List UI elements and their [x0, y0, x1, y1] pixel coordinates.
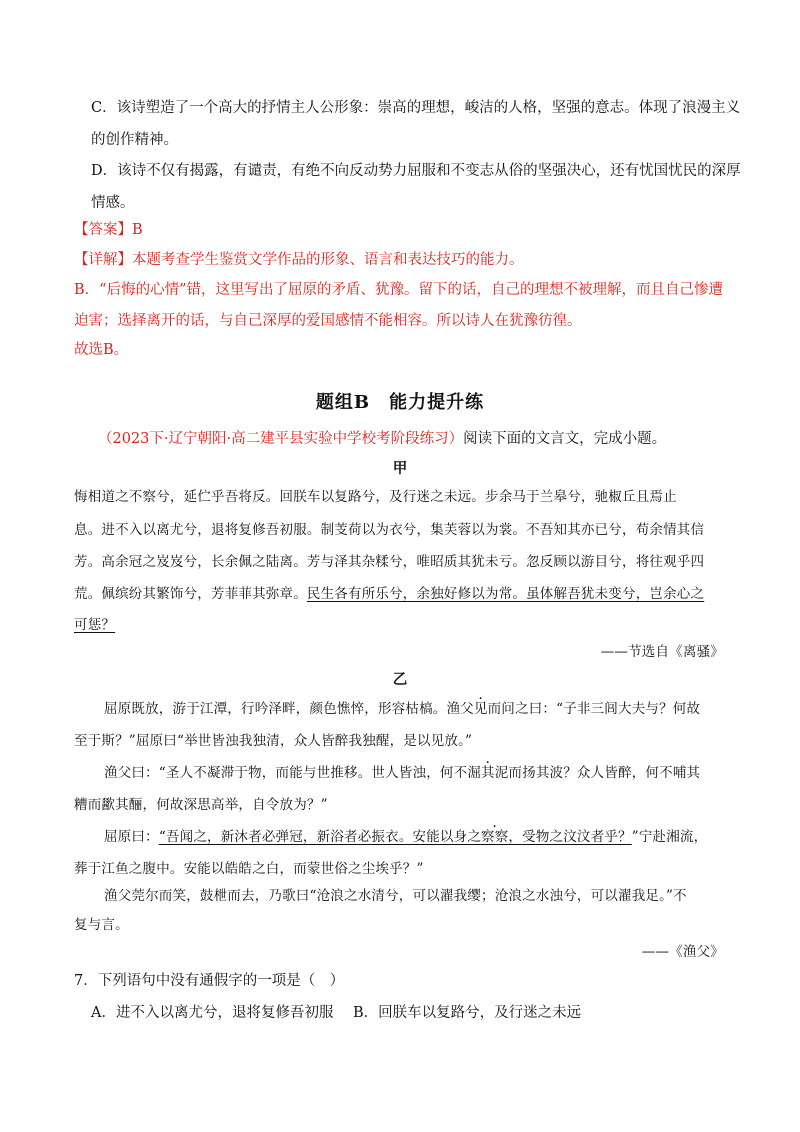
text-a-heading: 甲: [392, 460, 408, 477]
text-b-heading: 乙: [392, 671, 408, 688]
text-b-p2-line2: 糟而歠其酾，何故深思高举，自令放为？”: [74, 797, 328, 813]
text-a-line3: 芳。高余冠之岌岌兮，长余佩之陆离。芳与泽其杂糅兮，唯昭质其犹未亏。忽反顾以游目兮，将往观乎四: [74, 554, 705, 570]
dotted-char-jian: 见: [473, 701, 488, 717]
text-b-p1-line1: [104, 699, 700, 719]
text-b-p3-a: 屈原曰：: [104, 829, 159, 845]
exam-source: （2023下·辽宁朝阳·高二建平县实验中学校考阶段练习）: [98, 431, 464, 447]
section-intro: [98, 429, 666, 449]
text-b-source: ——《渔父》: [641, 944, 724, 960]
dotted-char-qi: 其: [481, 765, 495, 781]
text-a-line5: 可惩？: [74, 617, 116, 633]
dotted-chars-chacha: 察察: [481, 829, 509, 845]
text-a-line1: 悔相道之不察兮，延伫乎吾将反。回朕车以复路兮，及行迷之未远。步余马于兰皋兮，驰椒丘且焉止: [74, 489, 677, 505]
question-7-option-a: A．进不入以离尤兮，退将复修吾初服: [91, 1005, 334, 1021]
question-7-option-b: B．回朕车以复路兮，及行迷之未远: [353, 1005, 582, 1021]
question-7-stem: 7．下列语句中没有通假字的一项是（ ）: [74, 973, 345, 989]
text-a-underlined-sentence: 民生各有所乐兮，余独好修以为常。虽体解吾犹未变兮，岂余心之: [306, 586, 705, 602]
answer-label: 【答案】B: [74, 222, 143, 238]
text-b-p2-line1: [104, 763, 700, 783]
detail-label: 【详解】本题考查学生鉴赏文学作品的形象、语言和表达技巧的能力。: [74, 252, 524, 268]
option-c-line2: 的创作精神。: [91, 132, 178, 148]
text-b-p1-a: 屈原既放，游于江潭，行吟泽畔，颜色憔悴，形容枯槁。渔父: [104, 701, 474, 717]
instruction-text: 阅读下面的文言文，完成小题。: [463, 431, 667, 447]
text-b-p1-b: 而问之曰：“子非三闾大夫与？何故: [487, 701, 701, 717]
text-b-underlined-1: “吾闻之，新沐者必弹冠，新浴者必振衣。安能以身之: [158, 829, 482, 845]
explanation-line2: 迫害；选择离开的话，与自己深厚的爱国感情不能相容。所以诗人在犹豫彷徨。: [74, 313, 582, 329]
explanation-line1: B．“后悔的心情”错，这里写出了屈原的矛盾、犹豫。留下的话，自己的理想不被理解，而且自己惨遭: [74, 282, 723, 298]
text-b-p4-line1: 渔父莞尔而笑，鼓枻而去，乃歌曰“沧浪之水清兮，可以濯我缨；沧浪之水浊兮，可以濯我足。”不: [104, 888, 687, 904]
text-b-p1-line2: 至于斯？”屈原曰“举世皆浊我独清，众人皆醉我独醒，是以见放。”: [74, 733, 473, 749]
text-b-p2-b: 泥而扬其波？众人皆醉，何不哺其: [494, 765, 701, 781]
text-b-p3-line2: 葬于江鱼之腹中。安能以皓皓之白，而蒙世俗之尘埃乎？”: [74, 861, 424, 877]
text-a-line2: 息。进不入以离尤兮，退将复修吾初服。制芰荷以为衣兮，集芙蓉以为裳。不吾知其亦已兮，苟余情其信: [74, 522, 705, 538]
option-c-line1: C．该诗塑造了一个高大的抒情主人公形象：崇高的理想，峻洁的人格，坚强的意志。体现了浪漫主义: [91, 100, 741, 116]
text-b-p3-b: ”宁赴湘流，: [631, 829, 708, 845]
text-b-underlined-2: ，受物之汶汶者乎？: [508, 829, 632, 845]
text-b-p3-line1: [104, 827, 707, 847]
text-b-p2-a: 渔父曰：“圣人不凝滞于物，而能与世推移。世人皆浊，何不淈: [104, 765, 482, 781]
text-a-line4: [74, 584, 704, 604]
section-title: 题组B 能力提升练: [315, 392, 485, 413]
conclusion: 故选B。: [74, 342, 129, 358]
option-d-line2: 情感。: [91, 195, 135, 211]
text-b-p4-line2: 复与言。: [74, 917, 129, 933]
text-a-source: ——节选自《离骚》: [600, 644, 724, 660]
option-d-line1: D．该诗不仅有揭露，有谴责，有绝不向反动势力屈服和不变志从俗的坚强决心，还有忧国忧民的深厚: [91, 163, 741, 179]
text-a-line4-plain: 荒。佩缤纷其繁饰兮，芳菲菲其弥章。: [74, 586, 307, 602]
